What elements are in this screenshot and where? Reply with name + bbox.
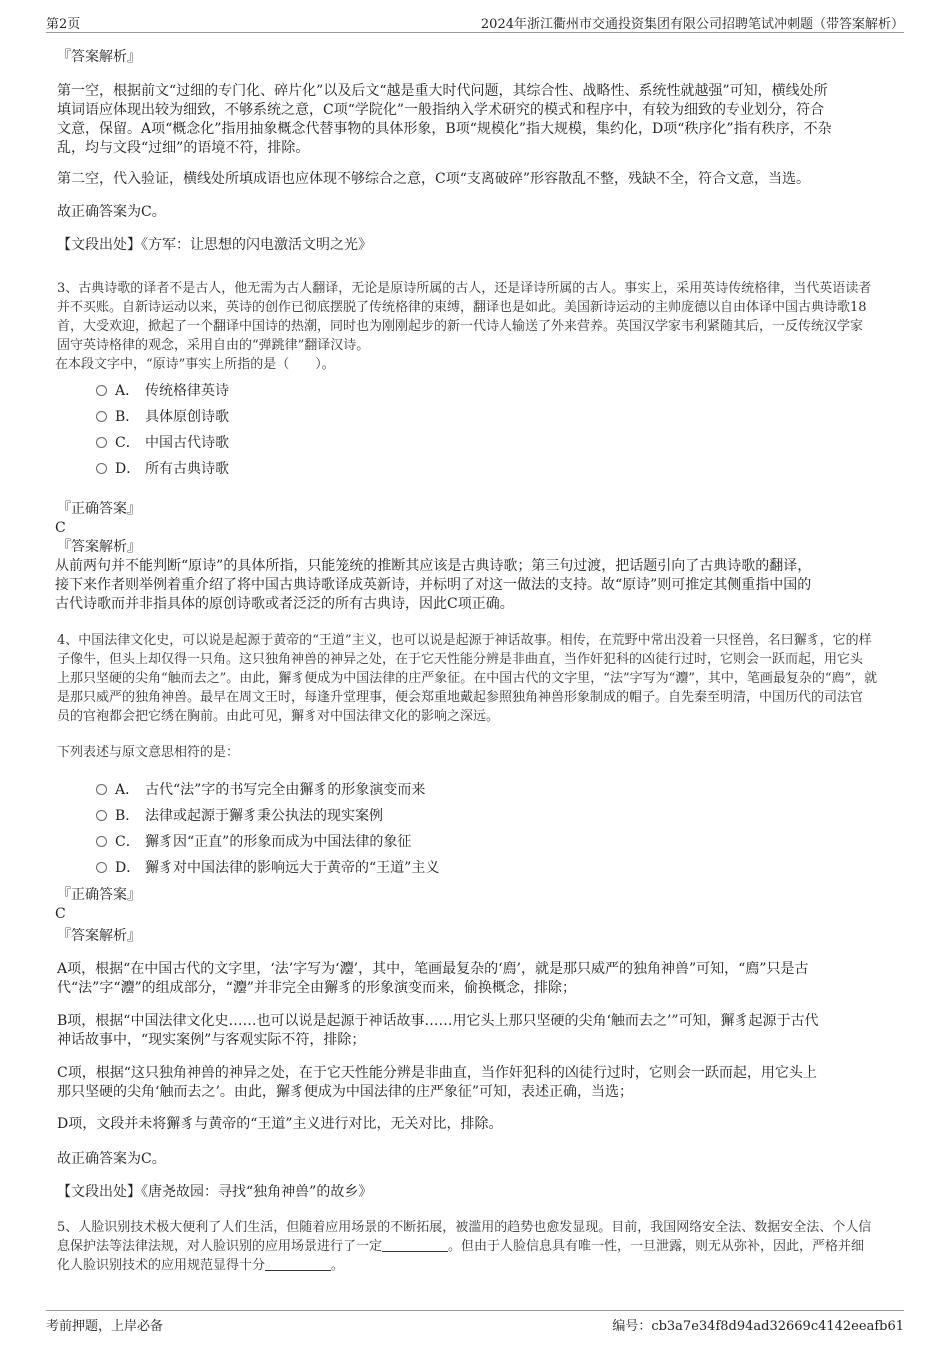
text-line: B项，根据“中国法律文化史……也可以说是起源于神话故事……用它头上那只坚硬的尖角‘触而去之’”可知，獬豸起源于古代 xyxy=(57,1013,819,1029)
radio-icon[interactable] xyxy=(96,784,107,795)
text-line: 4、中国法律文化史，可以说是起源于黄帝的“王道”主义，也可以说是起源于神话故事。相传，在荒野中常出没着一只怪兽，名曰獬豸，它的样 xyxy=(57,633,872,648)
q4-option-d[interactable] xyxy=(96,859,439,877)
option-letter: C． xyxy=(115,834,140,850)
source-citation: 【文段出处】《方军：让思想的闪电激活文明之光》 xyxy=(57,237,372,253)
page-number: 第2页 xyxy=(46,17,81,32)
text-line: 从前两句并不能判断“原诗”的具体所指，只能笼统的推断其应该是古典诗歌；第三句过渡，把话题引向了古典诗歌的翻译， xyxy=(55,558,812,574)
text-line: 第一空，根据前文“过细的专门化、碎片化”以及后文“越是重大时代问题，其综合性、战略性、系统性就越强”可知，横线处所 xyxy=(57,83,828,99)
option-text: 具体原创诗歌 xyxy=(145,409,229,425)
source-citation: 【文段出处】《唐尧故园：寻找“独角神兽”的故乡》 xyxy=(57,1184,373,1200)
q2-source xyxy=(57,236,893,255)
option-text: 中国古代诗歌 xyxy=(145,435,229,451)
text-line: 首，大受欢迎，掀起了一个翻译中国诗的热潮，同时也为刚刚起步的新一代诗人输送了外来营养。英国汉学家韦利紧随其后，一反传统汉学家 xyxy=(57,319,864,334)
q4-analysis-d xyxy=(57,1115,893,1134)
option-text: 所有古典诗歌 xyxy=(145,461,229,477)
option-text: 獬豸因“正直”的形象而成为中国法律的象征 xyxy=(145,834,412,850)
text-line: 员的官袍都会把它绣在胸前。由此可见，獬豸对中国法律文化的影响之深远。 xyxy=(57,709,500,724)
text-line: 5、人脸识别技术极大便利了人们生活，但随着应用场景的不断拓展，被滥用的趋势也愈发显现。目前，我国网络安全法、数据安全法、个人信 xyxy=(57,1220,872,1235)
analysis-label: 『答案解析』 xyxy=(57,49,141,65)
text-line: 固守英诗格律的观念，采用自由的“弹跳律”翻译汉诗。 xyxy=(57,338,370,353)
option-text: 古代“法”字的书写完全由獬豸的形象演变而来 xyxy=(145,782,426,798)
answer-value: C xyxy=(55,520,66,536)
text-line: 乱，均与文段“过细”的语境不符，排除。 xyxy=(57,140,310,156)
fill-blank xyxy=(265,1258,331,1271)
radio-icon[interactable] xyxy=(96,437,107,448)
text-line: A项，根据“在中国古代的文字里，‘法’字写为‘灋’，其中，笔画最复杂的‘廌’，就是那只威严的独角神兽”可知，“廌”只是古 xyxy=(57,961,809,977)
option-letter: A． xyxy=(115,383,140,399)
option-letter: D． xyxy=(115,461,141,477)
q3-stem xyxy=(57,279,893,374)
text-line: 3、古典诗歌的译者不是古人，他无需为古人翻译，无论是原诗所属的古人，还是译诗所属的古人。事实上，采用英诗传统格律，当代英语读者 xyxy=(57,281,872,296)
text-line: 故正确答案为C。 xyxy=(57,1151,166,1167)
text-segment: 化人脸识别技术的应用规范显得十分 xyxy=(57,1258,266,1273)
answer-label: 『正确答案』 xyxy=(57,887,141,903)
q4-analysis-c xyxy=(57,1064,893,1102)
option-letter: A． xyxy=(115,782,140,798)
option-letter: D． xyxy=(115,860,141,876)
document-id: 编号：cb3a7e34f8d94ad32669c4142eeafb61 xyxy=(612,1319,904,1334)
text-line: 是那只威严的独角神兽。最早在周文王时，每逢升堂理事，便会郑重地戴起参照独角神兽形象制成的帽子。自先秦至明清，中国历代的司法官 xyxy=(57,690,864,705)
q5-stem xyxy=(57,1218,893,1275)
option-letter: C． xyxy=(115,435,140,451)
q3-option-d[interactable] xyxy=(96,460,229,478)
text-line: 古代诗歌而并非指具体的原创诗歌或者泛泛的所有古典诗，因此C项正确。 xyxy=(55,596,514,612)
analysis-label: 『答案解析』 xyxy=(57,928,141,944)
fill-blank xyxy=(382,1239,448,1252)
page-footer xyxy=(46,1310,904,1335)
page-header xyxy=(46,10,904,33)
q4-analysis-label xyxy=(57,927,893,946)
q2-para3 xyxy=(57,203,893,222)
q4-analysis-a xyxy=(57,960,893,998)
text-line: 子像牛，但头上却仅得一只角。这只独角神兽的神异之处，在于它天性能分辨是非曲直，当作奸犯科的凶徒行过时，它则会一跃而起，用它头 xyxy=(57,652,864,667)
q4-prompt xyxy=(57,743,893,762)
text-line: 上那只坚硬的尖角“触而去之”。由此，獬豸便成为中国法律的庄严象征。在中国古代的文字里，“法”字写为“灋”，其中，笔画最复杂的“廌”，就 xyxy=(57,671,878,686)
q2-para1 xyxy=(57,82,893,158)
question-prompt: 在本段文字中，“原诗”事实上所指的是（ ）。 xyxy=(55,357,335,372)
text-segment: 。 xyxy=(331,1258,345,1273)
text-line: D项，文段并未将獬豸与黄帝的“王道”主义进行对比，无关对比，排除。 xyxy=(57,1116,503,1132)
option-letter: B． xyxy=(115,808,140,824)
q4-stem xyxy=(57,631,893,726)
q4-option-a[interactable] xyxy=(96,781,425,799)
radio-icon[interactable] xyxy=(96,411,107,422)
option-text: 獬豸对中国法律的影响远大于黄帝的“王道”主义 xyxy=(145,860,440,876)
radio-icon[interactable] xyxy=(96,862,107,873)
q2-analysis xyxy=(57,48,893,67)
radio-icon[interactable] xyxy=(96,385,107,396)
radio-icon[interactable] xyxy=(96,463,107,474)
text-line: 第二空，代入验证，横线处所填成语也应体现不够综合之意，C项“支离破碎”形容散乱不整，残缺不全，符合文意，当选。 xyxy=(57,171,811,187)
q4-conclusion xyxy=(57,1150,893,1169)
option-letter: B． xyxy=(115,409,140,425)
footer-slogan: 考前押题，上岸必备 xyxy=(46,1319,164,1334)
text-line: 那只坚硬的尖角‘触而去之’。由此，獬豸便成为中国法律的庄严象征”可知，表述正确，当选； xyxy=(57,1084,634,1100)
text-line: 并不买账。自新诗运动以来，英诗的创作已彻底摆脱了传统格律的束缚，翻译也是如此。美国新诗运动的主帅庞德以自由体译中国古典诗歌18 xyxy=(57,300,867,315)
text-segment: 。但由于人脸信息具有唯一性，一旦泄露，则无从弥补，因此，严格并细 xyxy=(448,1239,865,1254)
q4-analysis-b xyxy=(57,1012,893,1050)
document-title: 2024年浙江衢州市交通投资集团有限公司招聘笔试冲刺题（带答案解析） xyxy=(480,17,904,32)
question-prompt: 下列表述与原文意思相符的是： xyxy=(57,745,240,760)
option-text: 传统格律英诗 xyxy=(145,383,229,399)
radio-icon[interactable] xyxy=(96,810,107,821)
text-line: C项，根据“这只独角神兽的神异之处，在于它天性能分辨是非曲直，当作奸犯科的凶徒行过时，它则会一跃而起，用它头上 xyxy=(57,1065,817,1081)
analysis-label: 『答案解析』 xyxy=(57,539,141,555)
text-line: 填词语应体现出较为细致，不够系统之意，C项“学院化”一般指纳入学术研究的模式和程序中，有较为细致的专业划分，符合 xyxy=(57,102,825,118)
q3-option-b[interactable] xyxy=(96,408,229,426)
q4-option-c[interactable] xyxy=(96,833,411,851)
q2-para2 xyxy=(57,170,893,189)
text-segment: 息保护法等法律法规，对人脸识别的应用场景进行了一定 xyxy=(57,1239,383,1254)
text-line: 代“法”字“灋”的组成部分，“灋”并非完全由獬豸的形象演变而来，偷换概念，排除； xyxy=(57,980,576,996)
text-line: 故正确答案为C。 xyxy=(57,204,166,220)
option-text: 法律或起源于獬豸秉公执法的现实案例 xyxy=(145,808,383,824)
q4-answer-block xyxy=(57,886,893,924)
q4-option-b[interactable] xyxy=(96,807,383,825)
q3-option-a[interactable] xyxy=(96,382,229,400)
q4-source xyxy=(57,1183,893,1202)
text-line: 接下来作者则举例着重介绍了将中国古典诗歌译成英新诗，并标明了对这一做法的支持。故“原诗”则可推定其侧重指中国的 xyxy=(55,577,812,593)
radio-icon[interactable] xyxy=(96,836,107,847)
answer-label: 『正确答案』 xyxy=(57,501,141,517)
text-line: 神话故事中，“现实案例”与客观实际不符，排除； xyxy=(57,1032,366,1048)
q3-answer-block xyxy=(57,500,893,614)
q3-option-c[interactable] xyxy=(96,434,229,452)
text-line: 文意，保留。A项“概念化”指用抽象概念代替事物的具体形象，B项“规模化”指大规模，集约化，D项“秩序化”指有秩序，不杂 xyxy=(57,121,832,137)
answer-value: C xyxy=(55,906,66,922)
